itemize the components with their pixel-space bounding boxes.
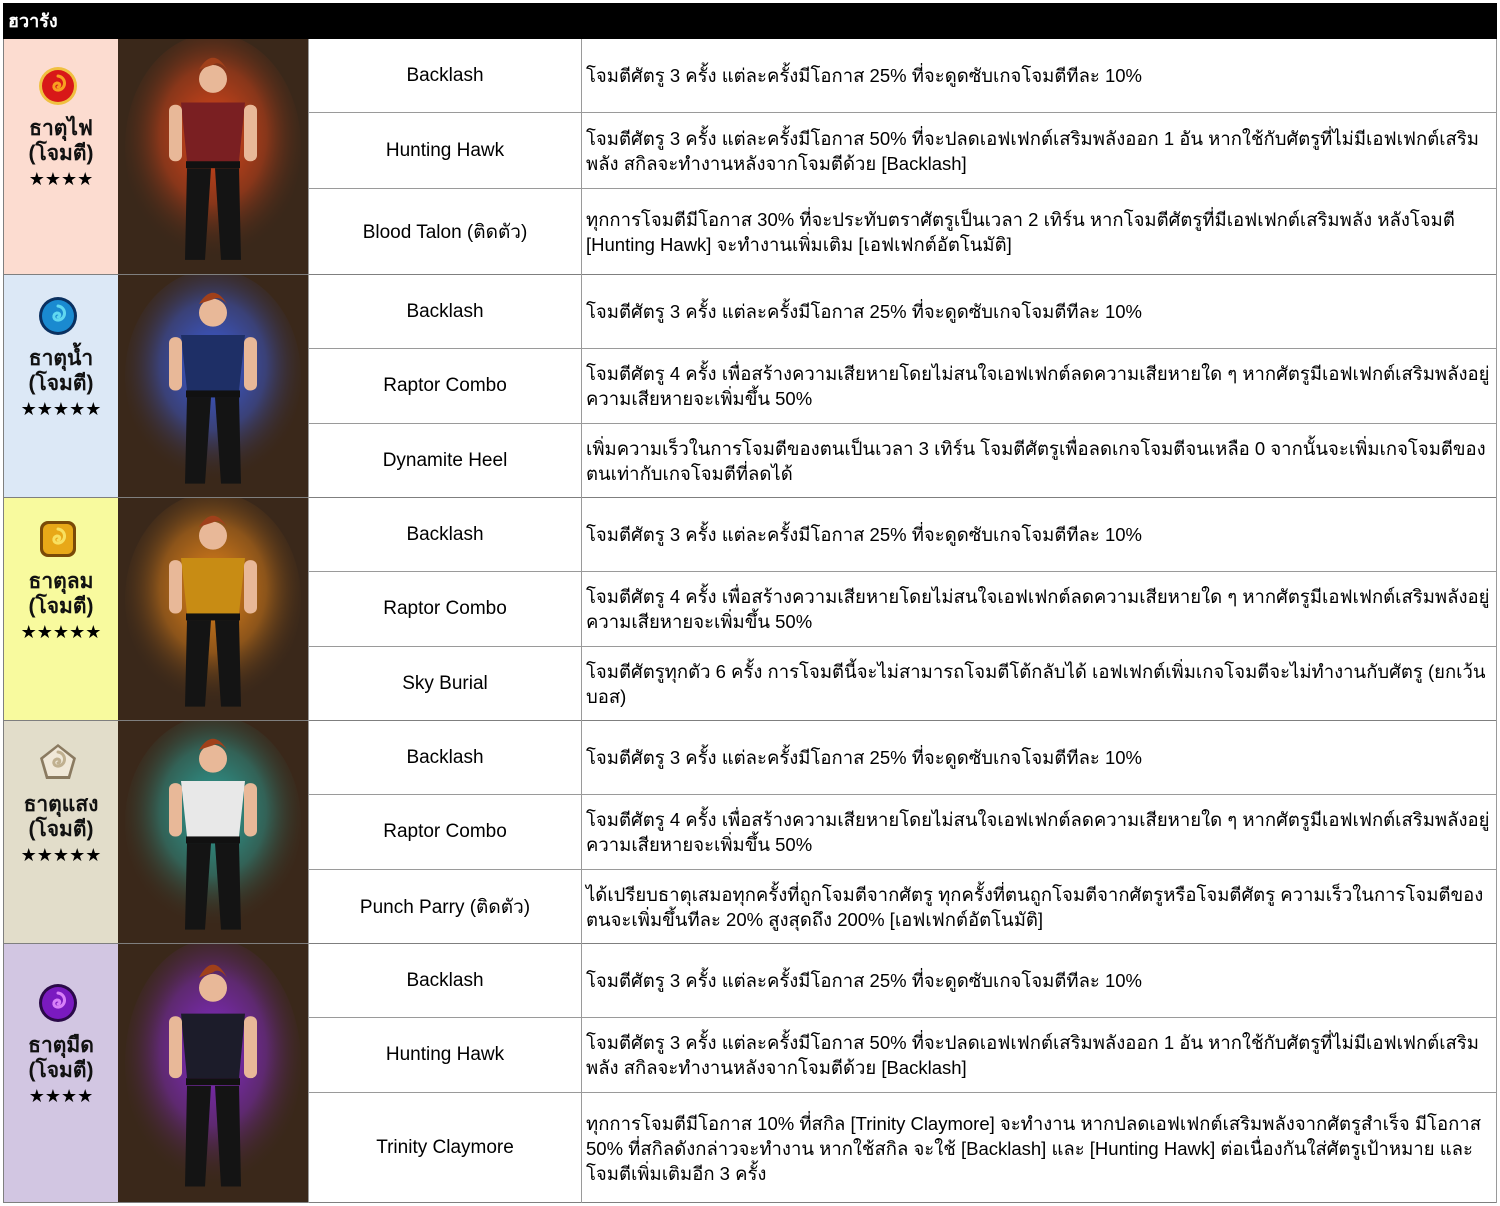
skill-description: เพิ่มความเร็วในการโจมตีของตนเป็นเวลา 3 เทิร์น โจมตีศัตรูเพื่อลดเกจโจมตีจนเหลือ 0 จากนั้นจะเพิ่มเกจโจมตีของตนเท่ากับเกจโจมตีที่ลดได้ <box>582 424 1497 498</box>
element-name: ธาตุลม <box>28 570 94 593</box>
skill-description: โจมตีศัตรูทุกตัว 6 ครั้ง การโจมตีนี้จะไม่สามารถโจมตีโต้กลับได้ เอฟเฟกต์เพิ่มเกจโจมตีจะไม่ทำงานกับศัตรู (ยกเว้นบอส) <box>582 647 1497 721</box>
skill-list <box>308 944 1497 1202</box>
skill-row <box>308 1093 1497 1203</box>
skill-name: Blood Talon (ติดตัว) <box>308 189 582 275</box>
character-portrait <box>118 39 308 274</box>
character-portrait <box>118 275 308 497</box>
element-label-cell <box>3 498 118 720</box>
character-title: ฮวารัง <box>3 3 1497 39</box>
skill-name: Punch Parry (ติดตัว) <box>308 870 582 944</box>
skill-name: Raptor Combo <box>308 795 582 869</box>
star-rating: ★★★★ <box>28 169 94 189</box>
skill-list <box>308 275 1497 497</box>
skill-description: ทุกการโจมตีมีโอกาส 30% ที่จะประทับตราศัตรูเป็นเวลา 2 เทิร์น หากโจมตีศัตรูที่มีเอฟเฟกต์เสริมพลัง หลังโจมตี [Hunting Hawk] จะทำงานเพิ่มเติม [เอฟเฟกต์อัตโนมัติ] <box>582 189 1497 275</box>
skill-name: Backlash <box>308 39 582 112</box>
skill-list <box>308 498 1497 720</box>
skill-row <box>308 647 1497 721</box>
skill-row <box>308 795 1497 870</box>
skill-description: โจมตีศัตรู 3 ครั้ง แต่ละครั้งมีโอกาส 25% ที่จะดูดซับเกจโจมตีทีละ 10% <box>582 721 1497 794</box>
skill-description: โจมตีศัตรู 3 ครั้ง แต่ละครั้งมีโอกาส 25% ที่จะดูดซับเกจโจมตีทีละ 10% <box>582 275 1497 348</box>
skill-description: โจมตีศัตรู 3 ครั้ง แต่ละครั้งมีโอกาส 25% ที่จะดูดซับเกจโจมตีทีละ 10% <box>582 944 1497 1017</box>
skill-description: โจมตีศัตรู 3 ครั้ง แต่ละครั้งมีโอกาส 50% ที่จะปลดเอฟเฟกต์เสริมพลังออก 1 อัน หากใช้กับศัตรูที่ไม่มีเอฟเฟกต์เสริมพลัง สกิลจะทำงานหลังจากโจมตีด้วย [Backlash] <box>582 113 1497 188</box>
element-label-cell <box>3 275 118 497</box>
element-name: ธาตุมืด <box>28 1034 94 1057</box>
skill-description: โจมตีศัตรู 4 ครั้ง เพื่อสร้างความเสียหายโดยไม่สนใจเอฟเฟกต์ลดความเสียหายใด ๆ หากศัตรูมีเอฟเฟกต์เสริมพลังอยู่ ความเสียหายจะเพิ่มขึ้น 50% <box>582 572 1497 646</box>
character-portrait <box>118 944 308 1202</box>
skill-row <box>308 113 1497 189</box>
skill-list <box>308 39 1497 274</box>
skill-row <box>308 498 1497 572</box>
light-element-icon <box>38 742 78 782</box>
element-group <box>3 498 1497 721</box>
skill-description: ทุกการโจมตีมีโอกาส 10% ที่สกิล [Trinity Claymore] จะทำงาน หากปลดเอฟเฟกต์เสริมพลังจากศัตรูสำเร็จ มีโอกาส 50% ที่สกิลดังกล่าวจะทำงาน หากใช้สกิล จะใช้ [Backlash] และ [Hunting Hawk] ต่อเนื่องกันใส่ศัตรูเป้าหมาย และโจมตีเพิ่มเติมอีก 3 ครั้ง <box>582 1093 1497 1203</box>
skill-row <box>308 424 1497 498</box>
skill-row <box>308 721 1497 795</box>
element-name: ธาตุน้ำ <box>28 347 94 370</box>
skill-description: โจมตีศัตรู 3 ครั้ง แต่ละครั้งมีโอกาส 50% ที่จะปลดเอฟเฟกต์เสริมพลังออก 1 อัน หากใช้กับศัตรูที่ไม่มีเอฟเฟกต์เสริมพลัง สกิลจะทำงานหลังจากโจมตีด้วย [Backlash] <box>582 1018 1497 1092</box>
skill-row <box>308 1018 1497 1093</box>
dark-element-icon <box>38 983 78 1023</box>
skill-name: Raptor Combo <box>308 349 582 423</box>
skill-row <box>308 39 1497 113</box>
skill-row <box>308 944 1497 1018</box>
skill-name: Backlash <box>308 275 582 348</box>
skill-name: Hunting Hawk <box>308 1018 582 1092</box>
skill-list <box>308 721 1497 943</box>
element-group <box>3 721 1497 944</box>
star-rating: ★★★★★ <box>20 845 102 865</box>
element-role: (โจมตี) <box>28 818 94 841</box>
skill-row <box>308 189 1497 275</box>
skill-description: โจมตีศัตรู 4 ครั้ง เพื่อสร้างความเสียหายโดยไม่สนใจเอฟเฟกต์ลดความเสียหายใด ๆ หากศัตรูมีเอฟเฟกต์เสริมพลังอยู่ ความเสียหายจะเพิ่มขึ้น 50% <box>582 349 1497 423</box>
character-portrait <box>118 721 308 943</box>
skill-description: ได้เปรียบธาตุเสมอทุกครั้งที่ถูกโจมตีจากศัตรู ทุกครั้งที่ตนถูกโจมตีจากศัตรูหรือโจมตีศัตรู ความเร็วในการโจมตีของตนจะเพิ่มขึ้นทีละ 20% สูงสุดถึง 200% [เอฟเฟกต์อัตโนมัติ] <box>582 870 1497 944</box>
element-group <box>3 39 1497 275</box>
skill-name: Hunting Hawk <box>308 113 582 188</box>
skill-row <box>308 275 1497 349</box>
character-skill-table <box>3 3 1497 1203</box>
star-rating: ★★★★★ <box>20 399 102 419</box>
element-group <box>3 944 1497 1203</box>
water-element-icon <box>38 296 78 336</box>
skill-row <box>308 870 1497 944</box>
element-role: (โจมตี) <box>28 595 94 618</box>
character-portrait <box>118 498 308 720</box>
skill-name: Trinity Claymore <box>308 1093 582 1203</box>
skill-description: โจมตีศัตรู 3 ครั้ง แต่ละครั้งมีโอกาส 25% ที่จะดูดซับเกจโจมตีทีละ 10% <box>582 39 1497 112</box>
skill-row <box>308 572 1497 647</box>
skill-name: Dynamite Heel <box>308 424 582 498</box>
skill-name: Backlash <box>308 721 582 794</box>
star-rating: ★★★★ <box>28 1086 94 1106</box>
element-label-cell <box>3 944 118 1202</box>
skill-name: Backlash <box>308 944 582 1017</box>
element-label-cell <box>3 39 118 274</box>
element-name: ธาตุไฟ <box>29 117 93 140</box>
element-group <box>3 275 1497 498</box>
element-role: (โจมตี) <box>28 1059 94 1082</box>
wind-element-icon <box>38 519 78 559</box>
skill-row <box>308 349 1497 424</box>
skill-name: Sky Burial <box>308 647 582 721</box>
skill-name: Raptor Combo <box>308 572 582 646</box>
element-name: ธาตุแสง <box>23 793 99 816</box>
skill-name: Backlash <box>308 498 582 571</box>
skill-description: โจมตีศัตรู 3 ครั้ง แต่ละครั้งมีโอกาส 25% ที่จะดูดซับเกจโจมตีทีละ 10% <box>582 498 1497 571</box>
fire-element-icon <box>38 66 78 106</box>
element-role: (โจมตี) <box>28 142 94 165</box>
element-label-cell <box>3 721 118 943</box>
element-role: (โจมตี) <box>28 372 94 395</box>
skill-description: โจมตีศัตรู 4 ครั้ง เพื่อสร้างความเสียหายโดยไม่สนใจเอฟเฟกต์ลดความเสียหายใด ๆ หากศัตรูมีเอฟเฟกต์เสริมพลังอยู่ ความเสียหายจะเพิ่มขึ้น 50% <box>582 795 1497 869</box>
element-groups <box>3 39 1497 1203</box>
star-rating: ★★★★★ <box>20 622 102 642</box>
